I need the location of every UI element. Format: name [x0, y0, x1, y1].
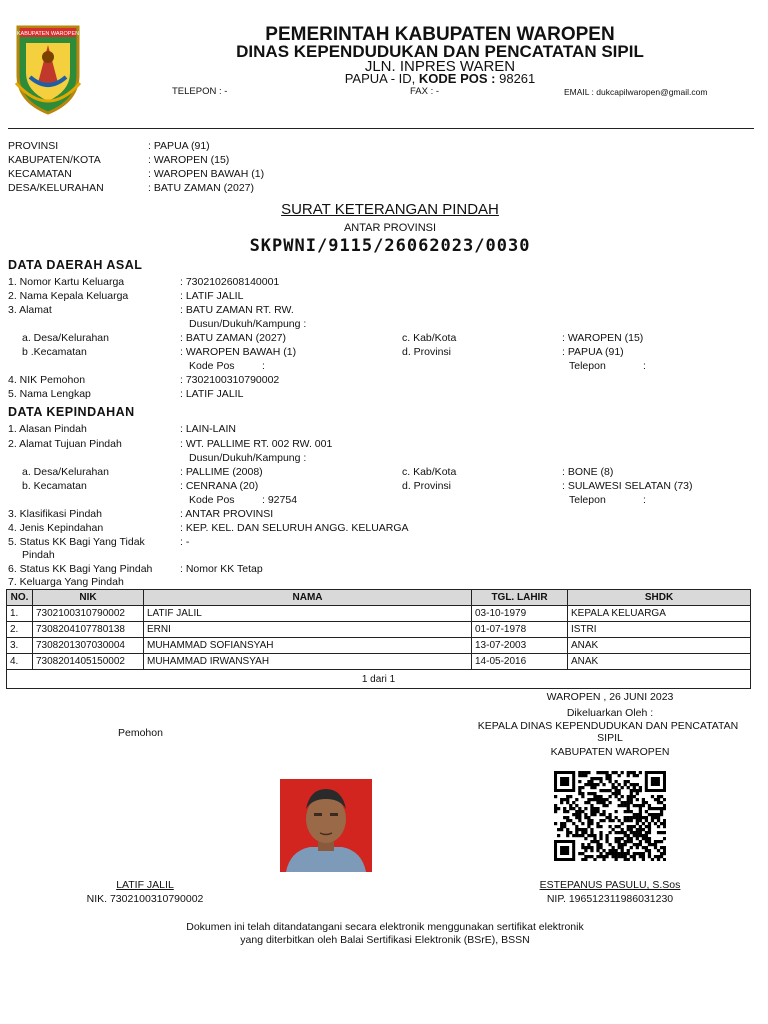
esign-notice-cont: yang diterbitkan oleh Balai Sertifikasi Elektronik (BSrE), BSSN [240, 934, 530, 946]
pindah-tujuan-label: 2. Alamat Tujuan Pindah [8, 438, 122, 450]
cell-tgl-lahir: 01-07-1978 [472, 622, 568, 638]
pindah-klasifikasi-label: 3. Klasifikasi Pindah [8, 508, 102, 520]
cell-nama: MUHAMMAD SOFIANSYAH [144, 638, 472, 654]
pindah-status-tidak-label-cont: Pindah [22, 549, 55, 561]
cell-no: 2. [7, 622, 33, 638]
qr-code [554, 771, 666, 861]
cell-shdk: KEPALA KELUARGA [568, 606, 751, 622]
region-value-kecamatan: : WAROPEN BAWAH (1) [148, 168, 265, 180]
region-value-provinsi: : PAPUA (91) [148, 140, 210, 152]
cell-tgl-lahir: 13-07-2003 [472, 638, 568, 654]
official-name: ESTEPANUS PASULU, S.Sos [539, 879, 681, 891]
asal-telepon-label: Telepon [569, 360, 606, 372]
asal-prov-label: d. Provinsi [402, 346, 452, 358]
pindah-status-tidak-value: : - [180, 536, 190, 548]
asal-alamat-value: : BATU ZAMAN RT. RW. [180, 304, 294, 316]
logo-lettering: KABUPATEN WAROPEN [16, 31, 80, 37]
pindah-status-tidak-label: 5. Status KK Bagi Yang Tidak [8, 536, 145, 548]
official-title-cont: SIPIL [597, 732, 623, 744]
header-divider [8, 128, 754, 129]
cell-nik: 7308201405150002 [33, 654, 144, 670]
asal-kodepos-value: : [262, 360, 265, 372]
asal-nkk-label: 1. Nomor Kartu Keluarga [8, 276, 125, 288]
asal-nama-value: : LATIF JALIL [180, 388, 244, 400]
header-fax: FAX : - [410, 86, 440, 97]
header-postal [180, 71, 700, 86]
asal-nik-value: : 7302100310790002 [180, 374, 280, 386]
table-footer-row [7, 670, 751, 689]
cell-shdk: ANAK [568, 654, 751, 670]
col-header-nama: NAMA [144, 590, 472, 606]
pindah-kodepos-label: Kode Pos [189, 494, 235, 506]
cell-nama: ERNI [144, 622, 472, 638]
cell-nik: 7308204107780138 [33, 622, 144, 638]
col-header-nik: NIK [33, 590, 144, 606]
asal-kab-value: : WAROPEN (15) [562, 332, 644, 344]
esign-notice: Dokumen ini telah ditandatangani secara elektronik menggunakan sertifikat elektronik [186, 921, 584, 933]
asal-kepala-label: 2. Nama Kepala Keluarga [8, 290, 129, 302]
cell-no: 1. [7, 606, 33, 622]
asal-nkk-value: : 7302102608140001 [180, 276, 280, 288]
pemohon-name: LATIF JALIL [116, 879, 174, 891]
header-government: PEMERINTAH KABUPATEN WAROPEN [265, 24, 615, 45]
document-number: SKPWNI/9115/26062023/0030 [249, 236, 531, 256]
pindah-alasan-value: : LAIN-LAIN [180, 423, 237, 435]
region-label-desa: DESA/KELURAHAN [8, 182, 104, 194]
document-title: SURAT KETERANGAN PINDAH [281, 201, 499, 218]
pindah-telepon-value: : [643, 494, 646, 506]
cell-nik: 7302100310790002 [33, 606, 144, 622]
asal-dusun: Dusun/Dukuh/Kampung : [189, 318, 307, 330]
asal-desa-value: : BATU ZAMAN (2027) [180, 332, 286, 344]
header-email: EMAIL : dukcapilwaropen@gmail.com [564, 87, 708, 97]
header-postal-label: KODE POS : [418, 71, 496, 86]
pindah-status-pindah-label: 6. Status KK Bagi Yang Pindah [8, 563, 153, 575]
asal-telepon-value: : [643, 360, 646, 372]
region-value-desa: : BATU ZAMAN (2027) [148, 182, 254, 194]
pindah-kec-value: : CENRANA (20) [180, 480, 259, 492]
cell-shdk: ANAK [568, 638, 751, 654]
official-region: KABUPATEN WAROPEN [550, 746, 670, 758]
table-row [7, 654, 751, 670]
asal-prov-value: : PAPUA (91) [562, 346, 624, 358]
pindah-kec-label: b. Kecamatan [22, 480, 87, 492]
cell-tgl-lahir: 03-10-1979 [472, 606, 568, 622]
cell-shdk: ISTRI [568, 622, 751, 638]
pemohon-nik: NIK. 7302100310790002 [86, 893, 204, 905]
col-header-tgl-lahir: TGL. LAHIR [472, 590, 568, 606]
pemohon-label: Pemohon [118, 727, 163, 739]
pindah-kodepos-value: : 92754 [262, 494, 298, 506]
asal-nik-label: 4. NIK Pemohon [8, 374, 86, 386]
table-row [7, 606, 751, 622]
place-date: WAROPEN , 26 JUNI 2023 [546, 691, 674, 703]
pindah-telepon-label: Telepon [569, 494, 606, 506]
asal-alamat-label: 3. Alamat [8, 304, 52, 316]
region-label-provinsi: PROVINSI [8, 140, 59, 152]
header-street: JLN. INPRES WAREN [364, 58, 516, 75]
pindah-jenis-label: 4. Jenis Kepindahan [8, 522, 104, 534]
header-telepon: TELEPON : - [172, 86, 228, 97]
region-label-kabupaten: KABUPATEN/KOTA [8, 154, 101, 166]
document-subtitle: ANTAR PROVINSI [343, 222, 437, 234]
cell-no: 4. [7, 654, 33, 670]
official-nip: NIP. 196512311986031230 [546, 893, 674, 905]
asal-kec-label: b .Kecamatan [22, 346, 87, 358]
pindah-desa-value: : PALLIME (2008) [180, 466, 263, 478]
asal-kab-label: c. Kab/Kota [402, 332, 457, 344]
pindah-desa-label: a. Desa/Kelurahan [22, 466, 109, 478]
official-title: KEPALA DINAS KEPENDUDUKAN DAN PENCATATAN [477, 720, 739, 732]
pindah-keluarga-label: 7. Keluarga Yang Pindah [8, 576, 124, 588]
pindah-prov-value: : SULAWESI SELATAN (73) [562, 480, 693, 492]
table-header-row [7, 590, 751, 606]
region-value-kabupaten: : WAROPEN (15) [148, 154, 230, 166]
pindah-kab-value: : BONE (8) [562, 466, 614, 478]
header-postal-prefix: PAPUA - ID, [344, 71, 416, 86]
asal-kodepos-label: Kode Pos [189, 360, 235, 372]
applicant-photo [280, 779, 372, 872]
section-heading-kepindahan: DATA KEPINDAHAN [8, 405, 135, 419]
pindah-tujuan-value: : WT. PALLIME RT. 002 RW. 001 [180, 438, 333, 450]
cell-no: 3. [7, 638, 33, 654]
pindah-status-pindah-value: : Nomor KK Tetap [180, 563, 263, 575]
region-label-kecamatan: KECAMATAN [8, 168, 72, 180]
table-page-indicator: 1 dari 1 [7, 670, 751, 689]
asal-desa-label: a. Desa/Kelurahan [22, 332, 109, 344]
cell-nama: MUHAMMAD IRWANSYAH [144, 654, 472, 670]
pindah-klasifikasi-value: : ANTAR PROVINSI [180, 508, 274, 520]
cell-tgl-lahir: 14-05-2016 [472, 654, 568, 670]
section-heading-asal: DATA DAERAH ASAL [8, 258, 143, 272]
family-table [6, 589, 751, 689]
table-row [7, 622, 751, 638]
pindah-jenis-value: : KEP. KEL. DAN SELURUH ANGG. KELUARGA [180, 522, 409, 534]
table-row [7, 638, 751, 654]
pindah-dusun: Dusun/Dukuh/Kampung : [189, 452, 307, 464]
issued-by-label: Dikeluarkan Oleh : [566, 707, 654, 719]
cell-nama: LATIF JALIL [144, 606, 472, 622]
pindah-prov-label: d. Provinsi [402, 480, 452, 492]
col-header-no: NO. [7, 590, 33, 606]
cell-nik: 7308201307030004 [33, 638, 144, 654]
col-header-shdk: SHDK [568, 590, 751, 606]
pindah-alasan-label: 1. Alasan Pindah [8, 423, 87, 435]
asal-kec-value: : WAROPEN BAWAH (1) [180, 346, 297, 358]
regency-logo [12, 23, 84, 117]
asal-nama-label: 5. Nama Lengkap [8, 388, 91, 400]
asal-kepala-value: : LATIF JALIL [180, 290, 244, 302]
header-postal-code: 98261 [499, 71, 536, 86]
pindah-kab-label: c. Kab/Kota [402, 466, 457, 478]
header-agency: DINAS KEPENDUDUKAN DAN PENCATATAN SIPIL [236, 42, 644, 61]
